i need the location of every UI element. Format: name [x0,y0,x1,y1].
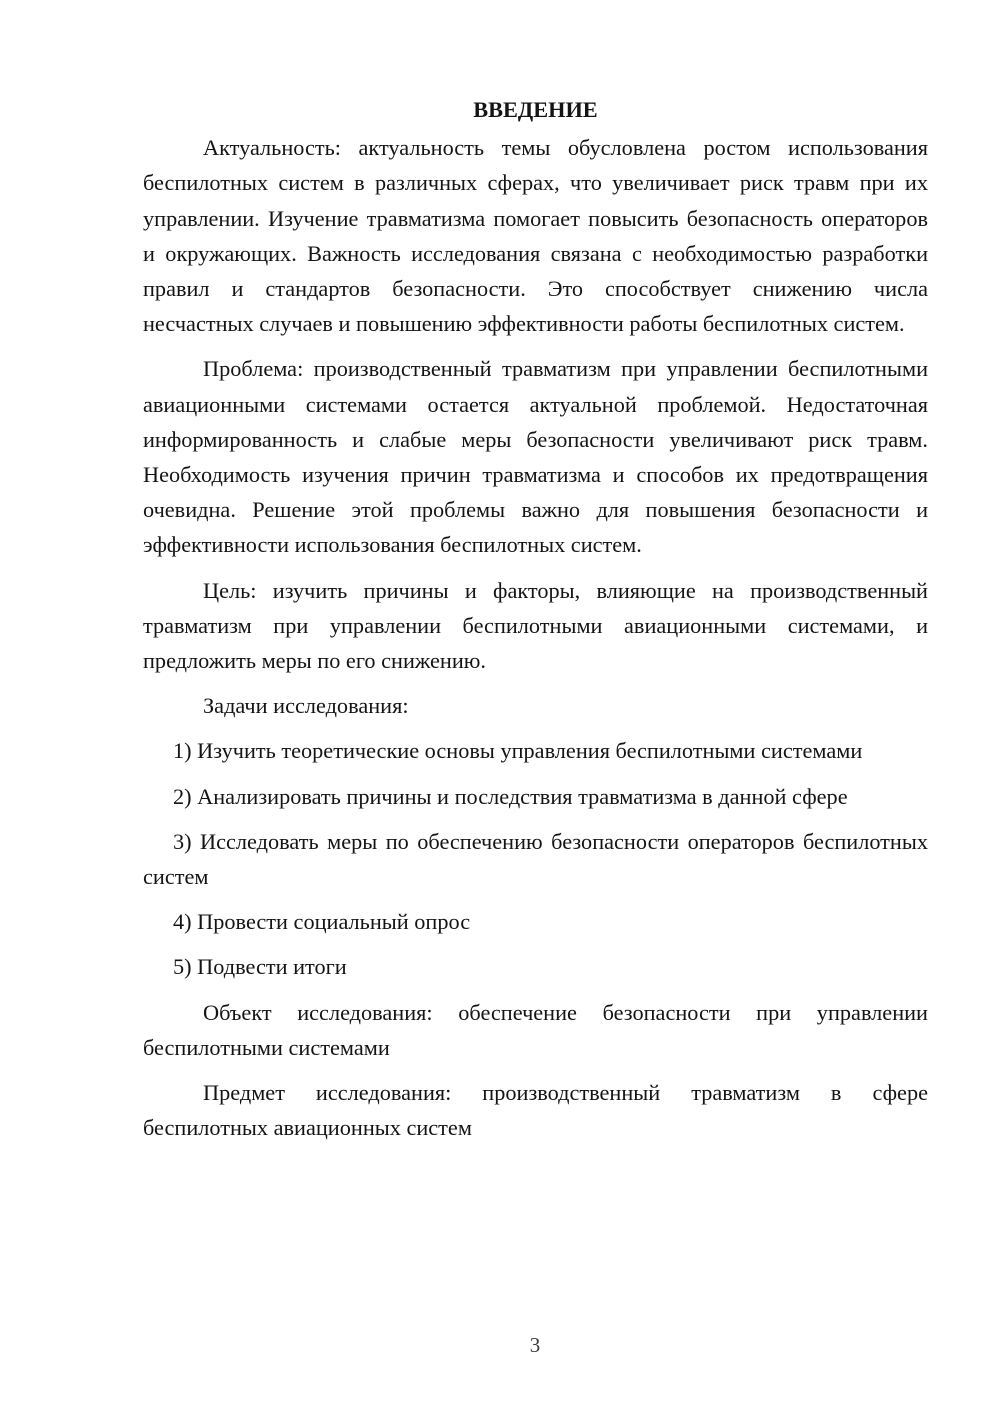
task-item: 2) Анализировать причины и последствия травматизма в данной сфере [173,783,848,809]
problem-paragraph: Проблема: производственный травматизм при управлении беспилотными авиационными системами остается актуальной проблемой. Недостаточная информированность и слабые меры безопасности увеличивают риск травм. Необходимость изучения причин травматизма и способов их предотвращения очевидна. Решение этой проблемы важно для повышения безопасности и эффективности использования беспилотных систем. [143,356,928,558]
relevance-paragraph: Актуальность: актуальность темы обусловлена ростом использования беспилотных систем в различных сферах, что увеличивает риск травм при их управлении. Изучение травматизма помогает повысить безопасность операторов и окружающих. Важность исследования связана с необходимостью разработки правил и стандартов безопасности. Это способствует снижению числа несчастных случаев и повышению эффективности работы беспилотных систем. [143,135,928,337]
page-title: ВВЕДЕНИЕ [473,97,598,122]
task-item: 3) Исследовать меры по обеспечению безопасности операторов беспилотных систем [143,828,928,890]
goal-paragraph: Цель: изучить причины и факторы, влияющие на производственный травматизм при управлении беспилотными авиационными системами, и предложить меры по его снижению. [143,577,928,674]
task-item: 5) Подвести итоги [173,954,347,980]
page-content [143,92,928,1155]
tasks-title: Задачи исследования: [203,693,409,719]
task-item: 1) Изучить теоретические основы управления беспилотными системами [173,738,863,764]
page-number: 3 [529,1333,541,1357]
subject-paragraph: Предмет исследования: производственный травматизм в сфере беспилотных авиационных систем [143,1080,928,1141]
task-item: 4) Провести социальный опрос [173,909,471,935]
object-paragraph: Объект исследования: обеспечение безопасности при управлении беспилотными системами [143,999,928,1060]
